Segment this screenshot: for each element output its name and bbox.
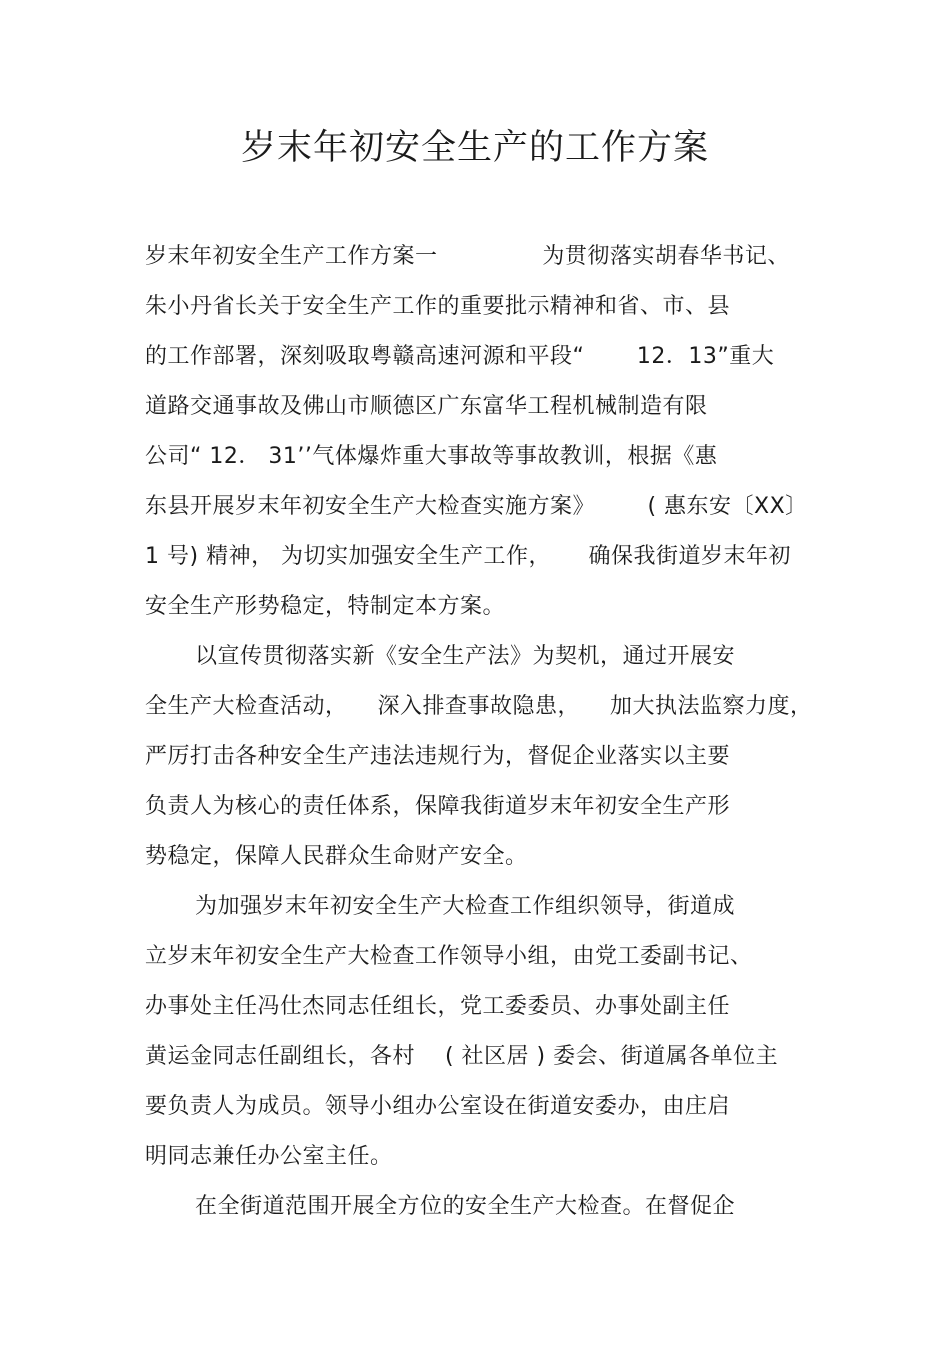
text-line: 要负责人为成员。领导小组办公室设在街道安委办，由庄启 [145,1094,731,1119]
text-line: 岁末年初安全生产工作方案一 为贯彻落实胡春华书记、 [145,244,790,269]
text-line: 道路交通事故及佛山市顺德区广东富华工程机械制造有限 [145,394,708,419]
text-line: 公司“ 12． 31’’气体爆炸重大事故等事故教训，根据《惠 [145,444,718,469]
text-line: 1 号) 精神， 为切实加强安全生产工作， 确保我街道岁末年初 [145,544,792,569]
text-line: 明同志兼任办公室主任。 [145,1144,393,1169]
text-line: 全生产大检查活动， 深入排查事故隐患， 加大执法监察力度， [145,694,813,719]
text-line: 东县开展岁末年初安全生产大检查实施方案》 ( 惠东安〔XX〕 [145,494,808,519]
text-line: 立岁末年初安全生产大检查工作领导小组，由党工委副书记、 [145,944,753,969]
text-line: 负责人为核心的责任体系，保障我街道岁末年初安全生产形 [145,794,731,819]
text-line: 严厉打击各种安全生产违法违规行为，督促企业落实以主要 [145,744,731,769]
text-line: 朱小丹省长关于安全生产工作的重要批示精神和省、市、县 [145,294,731,319]
document-title: 岁末年初安全生产的工作方案 [240,128,709,168]
text-line: 安全生产形势稳定，特制定本方案。 [145,594,506,619]
paragraph-start-line: 为加强岁末年初安全生产大检查工作组织领导，街道成 [195,894,736,919]
text-line: 黄运金同志任副组长，各村 ( 社区居 ) 委会、街道属各单位主 [145,1044,779,1069]
paragraph-start-line: 在全街道范围开展全方位的安全生产大检查。在督促企 [195,1194,736,1219]
paragraph-start-line: 以宣传贯彻落实新《安全生产法》为契机，通过开展安 [195,644,736,669]
text-line: 的工作部署，深刻吸取粤赣高速河源和平段“ 12．13”重大 [145,344,775,369]
text-line: 办事处主任冯仕杰同志任组长，党工委委员、办事处副主任 [145,994,731,1019]
text-line: 势稳定，保障人民群众生命财产安全。 [145,844,528,869]
